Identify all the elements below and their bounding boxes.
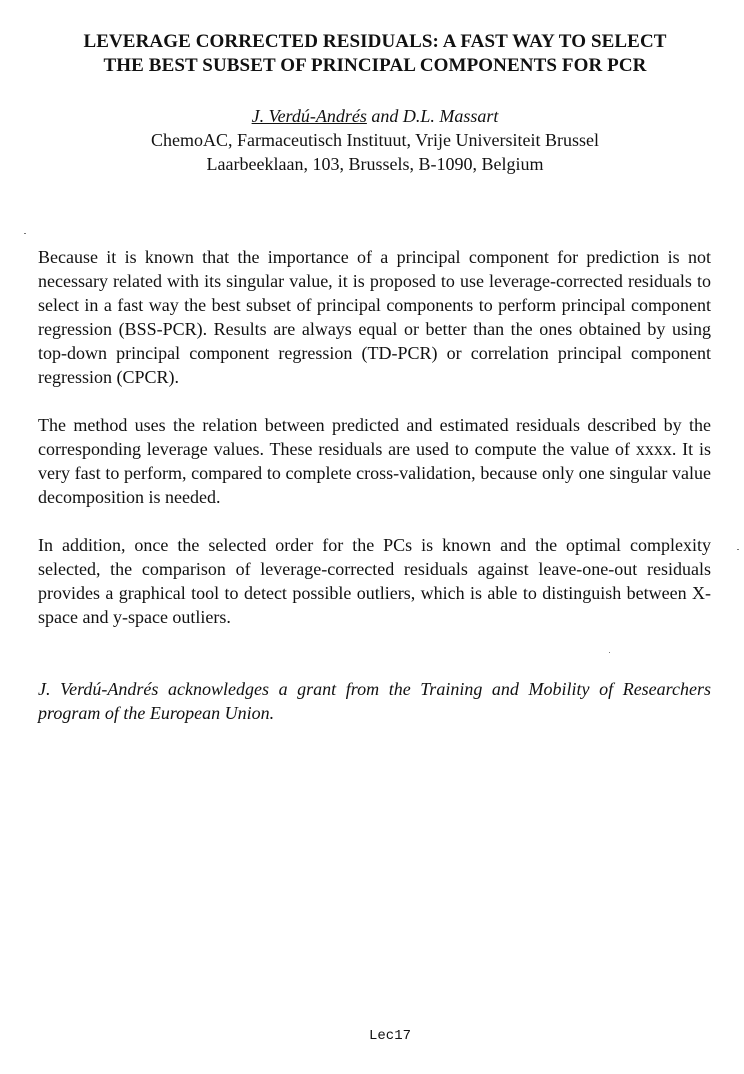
- affiliation-line-2: Laarbeeklaan, 103, Brussels, B-1090, Belgium: [206, 154, 544, 174]
- paper-title: [40, 30, 710, 78]
- author-joiner: and: [366, 106, 403, 126]
- abstract-body: [38, 245, 711, 653]
- scan-speck: [609, 652, 610, 653]
- page-number: Lec17: [368, 1028, 411, 1044]
- author-line: [40, 104, 710, 128]
- author-massart: D.L. Massart: [402, 106, 499, 126]
- scan-speck: [24, 233, 26, 234]
- abstract-paragraph-2: The method uses the relation between predicted and estimated residuals described by the corresponding leverage values. These residuals are used to compute the value of xxxx. It is very fast to perform, compared to complete cross-validation, because only one singular value decomposition is needed.: [38, 415, 711, 507]
- author-verdu-andres: J. Verdú-Andrés: [251, 106, 367, 126]
- author-block: [40, 104, 710, 176]
- abstract-paragraph-3: In addition, once the selected order for the PCs is known and the optimal complexity selected, the comparison of leverage-corrected residuals against leave-one-out residuals provides a graphical tool to detect possible outliers, which is able to distinguish between X-space and y-space outliers.: [38, 535, 711, 627]
- scan-speck: [737, 549, 739, 550]
- acknowledgement: J. Verdú-Andrés acknowledges a grant from the Training and Mobility of Researchers program of the European Union.: [38, 679, 711, 723]
- title-line-2: THE BEST SUBSET OF PRINCIPAL COMPONENTS FOR PCR: [103, 55, 647, 76]
- affiliation-line-1: ChemoAC, Farmaceutisch Instituut, Vrije Universiteit Brussel: [150, 130, 600, 150]
- title-line-1: LEVERAGE CORRECTED RESIDUALS: A FAST WAY TO SELECT: [83, 31, 667, 52]
- abstract-paragraph-1: Because it is known that the importance of a principal component for prediction is not necessary related with its singular value, it is proposed to use leverage-corrected residuals to select in a fast way the best subset of principal components to perform principal component regression (BSS-PCR). Results are always equal or better than the ones obtained by using top-down principal component regression (TD-PCR) or correlation principal component regression (CPCR).: [38, 247, 711, 387]
